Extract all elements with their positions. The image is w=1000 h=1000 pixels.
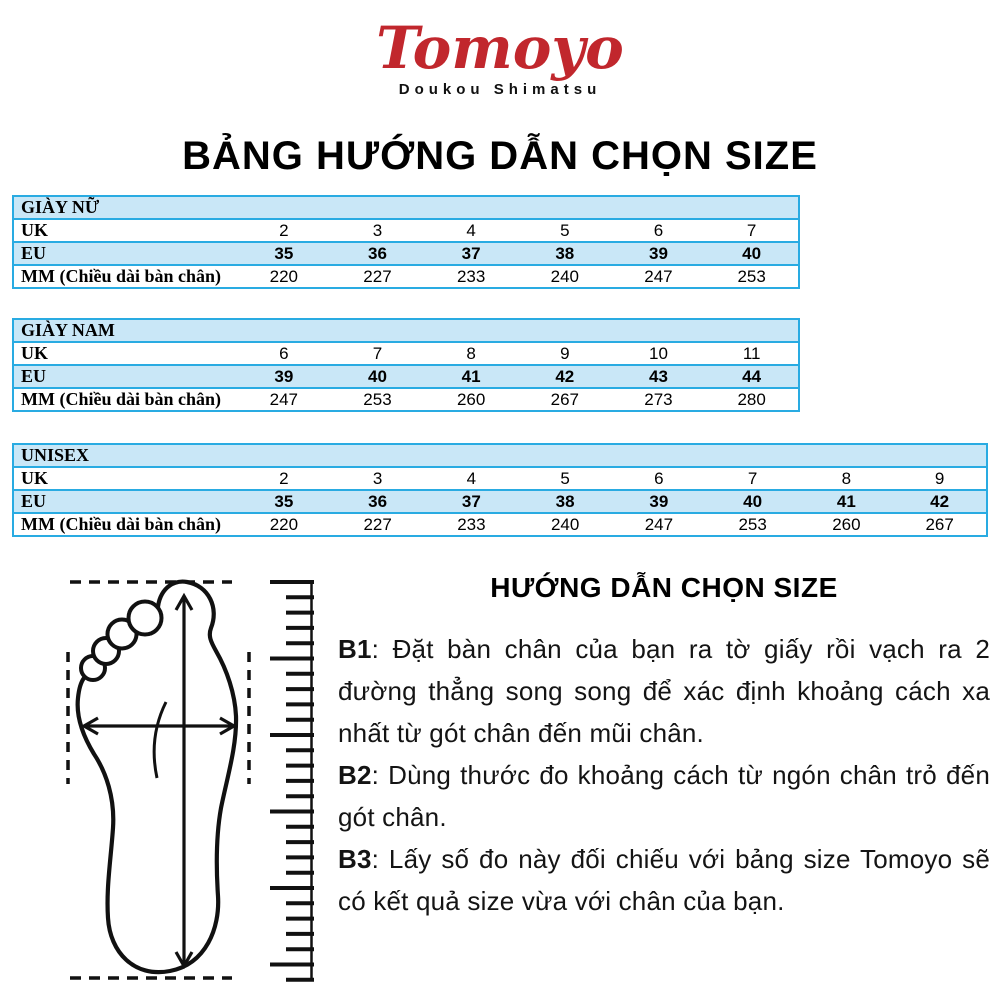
size-cell: 40 — [331, 365, 425, 388]
guide-steps — [338, 628, 990, 922]
row-label: UK — [13, 467, 237, 490]
toe-icon — [129, 602, 162, 635]
measure-guide — [338, 572, 990, 922]
size-cell: 9 — [518, 342, 612, 365]
size-cell: 233 — [424, 265, 518, 288]
size-table-unisex — [12, 443, 988, 537]
size-cell: 247 — [237, 388, 331, 411]
size-cell: 240 — [518, 265, 612, 288]
size-cell: 7 — [706, 467, 800, 490]
size-cell: 42 — [518, 365, 612, 388]
size-cell: 6 — [612, 219, 706, 242]
size-cell: 36 — [331, 242, 425, 265]
size-cell: 2 — [237, 219, 331, 242]
size-cell: 8 — [800, 467, 894, 490]
size-cell: 267 — [518, 388, 612, 411]
ruler-icon — [270, 582, 314, 980]
size-cell: 227 — [331, 265, 425, 288]
size-cell: 7 — [331, 342, 425, 365]
table-title: GIÀY NAM — [13, 319, 799, 342]
size-table-men — [12, 318, 800, 412]
size-cell: 39 — [237, 365, 331, 388]
size-cell: 253 — [706, 513, 800, 536]
size-cell: 253 — [705, 265, 799, 288]
table-title-row — [13, 444, 987, 467]
table-title-row — [13, 196, 799, 219]
guide-step: B2: Dùng thước đo khoảng cách từ ngón chân trỏ đến gót chân. — [338, 760, 990, 832]
size-table-women — [12, 195, 800, 289]
size-cell: 38 — [518, 490, 612, 513]
foot-measurement-diagram — [18, 566, 333, 994]
size-cell: 4 — [424, 219, 518, 242]
guide-heading: HƯỚNG DẪN CHỌN SIZE — [490, 572, 838, 603]
row-label: MM (Chiều dài bàn chân) — [13, 265, 237, 288]
step-label: B1 — [338, 634, 372, 664]
size-cell: 10 — [612, 342, 706, 365]
size-cell: 11 — [705, 342, 799, 365]
size-cell: 41 — [424, 365, 518, 388]
size-cell: 247 — [612, 513, 706, 536]
step-label: B3 — [338, 844, 372, 874]
row-label: UK — [13, 219, 237, 242]
size-cell: 38 — [518, 242, 612, 265]
size-cell: 260 — [424, 388, 518, 411]
size-cell: 6 — [612, 467, 706, 490]
row-label: EU — [13, 365, 237, 388]
brand-logo — [0, 14, 1000, 98]
size-cell: 8 — [424, 342, 518, 365]
table-row — [13, 467, 987, 490]
size-cell: 37 — [424, 242, 518, 265]
size-cell: 5 — [518, 219, 612, 242]
brand-logo-subtext: Doukou Shimatsu — [398, 80, 602, 98]
page-title: BẢNG HƯỚNG DẪN CHỌN SIZE — [182, 134, 818, 178]
size-cell: 37 — [425, 490, 519, 513]
size-cell: 35 — [237, 490, 331, 513]
table-row — [13, 490, 987, 513]
size-cell: 253 — [331, 388, 425, 411]
size-cell: 39 — [612, 242, 706, 265]
table-row — [13, 219, 799, 242]
size-cell: 2 — [237, 467, 331, 490]
table-row — [13, 513, 987, 536]
table-row — [13, 388, 799, 411]
size-cell: 6 — [237, 342, 331, 365]
table-title: GIÀY NỮ — [13, 196, 799, 219]
foot-diagram-svg — [18, 566, 333, 994]
size-cell: 4 — [425, 467, 519, 490]
size-cell: 35 — [237, 242, 331, 265]
table-row — [13, 265, 799, 288]
size-cell: 41 — [800, 490, 894, 513]
size-cell: 227 — [331, 513, 425, 536]
size-cell: 280 — [705, 388, 799, 411]
size-cell: 39 — [612, 490, 706, 513]
size-cell: 3 — [331, 467, 425, 490]
size-cell: 267 — [893, 513, 987, 536]
row-label: MM (Chiều dài bàn chân) — [13, 388, 237, 411]
size-cell: 40 — [705, 242, 799, 265]
row-label: UK — [13, 342, 237, 365]
row-label: EU — [13, 242, 237, 265]
table-row — [13, 242, 799, 265]
size-cell: 233 — [425, 513, 519, 536]
size-cell: 273 — [612, 388, 706, 411]
size-cell: 36 — [331, 490, 425, 513]
size-cell: 220 — [237, 513, 331, 536]
size-cell: 5 — [518, 467, 612, 490]
table-title-row — [13, 319, 799, 342]
size-cell: 247 — [612, 265, 706, 288]
row-label: MM (Chiều dài bàn chân) — [13, 513, 237, 536]
table-row — [13, 365, 799, 388]
size-cell: 43 — [612, 365, 706, 388]
table-title: UNISEX — [13, 444, 987, 467]
size-cell: 260 — [800, 513, 894, 536]
guide-step: B3: Lấy số đo này đối chiếu với bảng size Tomoyo sẽ có kết quả size vừa với chân của bạn. — [338, 844, 990, 916]
size-cell: 42 — [893, 490, 987, 513]
size-cell: 3 — [331, 219, 425, 242]
size-cell: 44 — [705, 365, 799, 388]
size-cell: 220 — [237, 265, 331, 288]
size-cell: 9 — [893, 467, 987, 490]
guide-step: B1: Đặt bàn chân của bạn ra tờ giấy rồi vạch ra 2 đường thẳng song song để xác định khoảng cách xa nhất từ gót chân đến mũi chân. — [338, 634, 990, 748]
size-cell: 40 — [706, 490, 800, 513]
size-cell: 240 — [518, 513, 612, 536]
table-row — [13, 342, 799, 365]
row-label: EU — [13, 490, 237, 513]
brand-logo-text: Tomoyo — [376, 14, 624, 82]
size-cell: 7 — [705, 219, 799, 242]
step-label: B2 — [338, 760, 372, 790]
